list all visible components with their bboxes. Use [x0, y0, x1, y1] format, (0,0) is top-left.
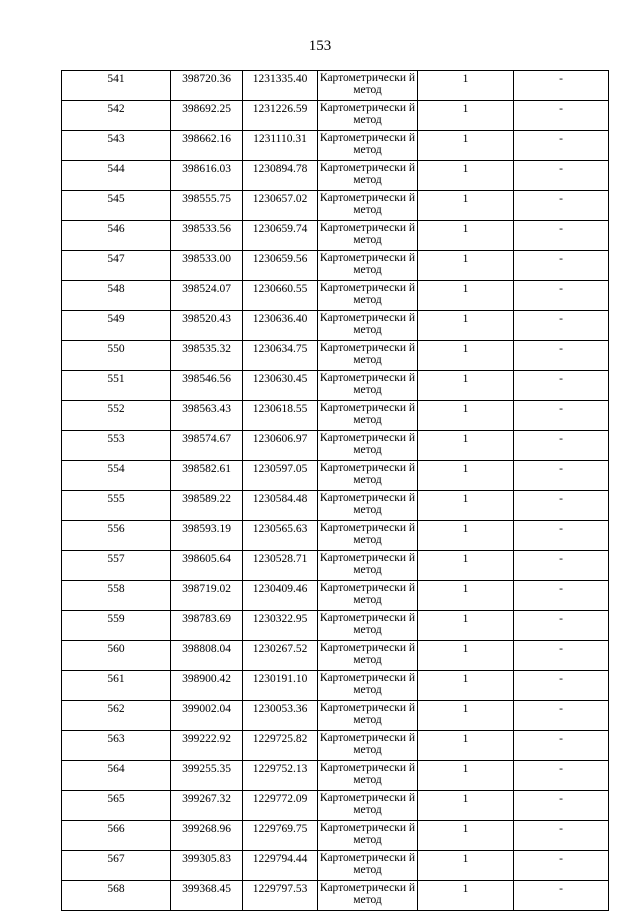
method-cell: Картометрически й метод [318, 101, 418, 131]
y-coordinate-cell: 1230606.97 [243, 431, 318, 461]
method-cell: Картометрически й метод [318, 791, 418, 821]
accuracy-cell: 1 [418, 761, 514, 791]
note-cell: - [514, 161, 609, 191]
method-cell: Картометрически й метод [318, 851, 418, 881]
note-cell: - [514, 611, 609, 641]
table-row [62, 641, 609, 671]
note-cell: - [514, 401, 609, 431]
x-coordinate-cell: 398616.03 [171, 161, 243, 191]
accuracy-cell: 1 [418, 401, 514, 431]
point-number-cell: 546 [62, 221, 171, 251]
table-row [62, 371, 609, 401]
note-cell: - [514, 821, 609, 851]
y-coordinate-cell: 1230565.63 [243, 521, 318, 551]
coordinates-table-body [62, 71, 609, 911]
table-row [62, 191, 609, 221]
x-coordinate-cell: 398524.07 [171, 281, 243, 311]
accuracy-cell: 1 [418, 341, 514, 371]
accuracy-cell: 1 [418, 551, 514, 581]
accuracy-cell: 1 [418, 491, 514, 521]
x-coordinate-cell: 398533.00 [171, 251, 243, 281]
accuracy-cell: 1 [418, 281, 514, 311]
point-number-cell: 543 [62, 131, 171, 161]
table-row [62, 731, 609, 761]
x-coordinate-cell: 399268.96 [171, 821, 243, 851]
point-number-cell: 567 [62, 851, 171, 881]
method-cell: Картометрически й метод [318, 731, 418, 761]
table-row [62, 341, 609, 371]
accuracy-cell: 1 [418, 701, 514, 731]
note-cell: - [514, 371, 609, 401]
method-cell: Картометрически й метод [318, 881, 418, 911]
y-coordinate-cell: 1230657.02 [243, 191, 318, 221]
y-coordinate-cell: 1230659.74 [243, 221, 318, 251]
table-row [62, 131, 609, 161]
accuracy-cell: 1 [418, 461, 514, 491]
note-cell: - [514, 251, 609, 281]
method-cell: Картометрически й метод [318, 371, 418, 401]
table-row [62, 431, 609, 461]
table-row [62, 491, 609, 521]
note-cell: - [514, 491, 609, 521]
accuracy-cell: 1 [418, 731, 514, 761]
table-row [62, 521, 609, 551]
point-number-cell: 553 [62, 431, 171, 461]
accuracy-cell: 1 [418, 131, 514, 161]
accuracy-cell: 1 [418, 881, 514, 911]
point-number-cell: 547 [62, 251, 171, 281]
point-number-cell: 549 [62, 311, 171, 341]
note-cell: - [514, 671, 609, 701]
point-number-cell: 565 [62, 791, 171, 821]
y-coordinate-cell: 1229725.82 [243, 731, 318, 761]
point-number-cell: 560 [62, 641, 171, 671]
y-coordinate-cell: 1230191.10 [243, 671, 318, 701]
x-coordinate-cell: 398808.04 [171, 641, 243, 671]
note-cell: - [514, 731, 609, 761]
note-cell: - [514, 431, 609, 461]
y-coordinate-cell: 1230630.45 [243, 371, 318, 401]
y-coordinate-cell: 1230618.55 [243, 401, 318, 431]
y-coordinate-cell: 1231226.59 [243, 101, 318, 131]
x-coordinate-cell: 398783.69 [171, 611, 243, 641]
x-coordinate-cell: 398546.56 [171, 371, 243, 401]
method-cell: Картометрически й метод [318, 581, 418, 611]
point-number-cell: 544 [62, 161, 171, 191]
point-number-cell: 555 [62, 491, 171, 521]
x-coordinate-cell: 398900.42 [171, 671, 243, 701]
accuracy-cell: 1 [418, 311, 514, 341]
point-number-cell: 542 [62, 101, 171, 131]
accuracy-cell: 1 [418, 611, 514, 641]
table-row [62, 851, 609, 881]
method-cell: Картометрически й метод [318, 161, 418, 191]
accuracy-cell: 1 [418, 581, 514, 611]
method-cell: Картометрически й метод [318, 71, 418, 101]
note-cell: - [514, 191, 609, 221]
accuracy-cell: 1 [418, 431, 514, 461]
accuracy-cell: 1 [418, 221, 514, 251]
method-cell: Картометрически й метод [318, 671, 418, 701]
method-cell: Картометрически й метод [318, 341, 418, 371]
note-cell: - [514, 461, 609, 491]
x-coordinate-cell: 398535.32 [171, 341, 243, 371]
x-coordinate-cell: 398582.61 [171, 461, 243, 491]
note-cell: - [514, 281, 609, 311]
point-number-cell: 562 [62, 701, 171, 731]
x-coordinate-cell: 398720.36 [171, 71, 243, 101]
table-row [62, 461, 609, 491]
method-cell: Картометрически й метод [318, 521, 418, 551]
accuracy-cell: 1 [418, 791, 514, 821]
point-number-cell: 559 [62, 611, 171, 641]
accuracy-cell: 1 [418, 371, 514, 401]
y-coordinate-cell: 1230659.56 [243, 251, 318, 281]
accuracy-cell: 1 [418, 521, 514, 551]
y-coordinate-cell: 1230322.95 [243, 611, 318, 641]
method-cell: Картометрически й метод [318, 491, 418, 521]
x-coordinate-cell: 398605.64 [171, 551, 243, 581]
note-cell: - [514, 311, 609, 341]
table-row [62, 281, 609, 311]
y-coordinate-cell: 1229772.09 [243, 791, 318, 821]
note-cell: - [514, 221, 609, 251]
x-coordinate-cell: 398533.56 [171, 221, 243, 251]
x-coordinate-cell: 398589.22 [171, 491, 243, 521]
method-cell: Картометрически й метод [318, 221, 418, 251]
accuracy-cell: 1 [418, 101, 514, 131]
x-coordinate-cell: 399222.92 [171, 731, 243, 761]
y-coordinate-cell: 1230660.55 [243, 281, 318, 311]
table-row [62, 761, 609, 791]
note-cell: - [514, 71, 609, 101]
method-cell: Картометрически й метод [318, 131, 418, 161]
x-coordinate-cell: 398593.19 [171, 521, 243, 551]
point-number-cell: 551 [62, 371, 171, 401]
x-coordinate-cell: 399267.32 [171, 791, 243, 821]
table-row [62, 821, 609, 851]
method-cell: Картометрически й метод [318, 761, 418, 791]
x-coordinate-cell: 398662.16 [171, 131, 243, 161]
x-coordinate-cell: 399368.45 [171, 881, 243, 911]
page-number: 153 [308, 38, 332, 54]
y-coordinate-cell: 1229752.13 [243, 761, 318, 791]
point-number-cell: 557 [62, 551, 171, 581]
table-row [62, 551, 609, 581]
point-number-cell: 541 [62, 71, 171, 101]
point-number-cell: 566 [62, 821, 171, 851]
y-coordinate-cell: 1230597.05 [243, 461, 318, 491]
note-cell: - [514, 551, 609, 581]
method-cell: Картометрически й метод [318, 821, 418, 851]
x-coordinate-cell: 398574.67 [171, 431, 243, 461]
y-coordinate-cell: 1229794.44 [243, 851, 318, 881]
accuracy-cell: 1 [418, 641, 514, 671]
note-cell: - [514, 101, 609, 131]
y-coordinate-cell: 1231335.40 [243, 71, 318, 101]
accuracy-cell: 1 [418, 851, 514, 881]
point-number-cell: 550 [62, 341, 171, 371]
note-cell: - [514, 581, 609, 611]
y-coordinate-cell: 1230584.48 [243, 491, 318, 521]
point-number-cell: 548 [62, 281, 171, 311]
method-cell: Картометрически й метод [318, 191, 418, 221]
coordinates-table [61, 70, 609, 911]
x-coordinate-cell: 399002.04 [171, 701, 243, 731]
y-coordinate-cell: 1229797.53 [243, 881, 318, 911]
y-coordinate-cell: 1230634.75 [243, 341, 318, 371]
note-cell: - [514, 131, 609, 161]
point-number-cell: 563 [62, 731, 171, 761]
table-row [62, 791, 609, 821]
x-coordinate-cell: 398520.43 [171, 311, 243, 341]
method-cell: Картометрически й метод [318, 551, 418, 581]
point-number-cell: 554 [62, 461, 171, 491]
note-cell: - [514, 341, 609, 371]
accuracy-cell: 1 [418, 71, 514, 101]
table-row [62, 881, 609, 911]
point-number-cell: 545 [62, 191, 171, 221]
method-cell: Картометрически й метод [318, 611, 418, 641]
accuracy-cell: 1 [418, 821, 514, 851]
table-row [62, 101, 609, 131]
table-row [62, 581, 609, 611]
y-coordinate-cell: 1231110.31 [243, 131, 318, 161]
x-coordinate-cell: 398719.02 [171, 581, 243, 611]
point-number-cell: 552 [62, 401, 171, 431]
point-number-cell: 558 [62, 581, 171, 611]
method-cell: Картометрически й метод [318, 251, 418, 281]
accuracy-cell: 1 [418, 191, 514, 221]
table-row [62, 71, 609, 101]
note-cell: - [514, 521, 609, 551]
table-row [62, 701, 609, 731]
y-coordinate-cell: 1230528.71 [243, 551, 318, 581]
table-row [62, 401, 609, 431]
table-row [62, 611, 609, 641]
y-coordinate-cell: 1230409.46 [243, 581, 318, 611]
y-coordinate-cell: 1230894.78 [243, 161, 318, 191]
note-cell: - [514, 851, 609, 881]
x-coordinate-cell: 399305.83 [171, 851, 243, 881]
method-cell: Картометрически й метод [318, 431, 418, 461]
point-number-cell: 556 [62, 521, 171, 551]
y-coordinate-cell: 1230636.40 [243, 311, 318, 341]
point-number-cell: 568 [62, 881, 171, 911]
accuracy-cell: 1 [418, 671, 514, 701]
x-coordinate-cell: 398563.43 [171, 401, 243, 431]
note-cell: - [514, 641, 609, 671]
x-coordinate-cell: 398555.75 [171, 191, 243, 221]
method-cell: Картометрически й метод [318, 311, 418, 341]
accuracy-cell: 1 [418, 161, 514, 191]
accuracy-cell: 1 [418, 251, 514, 281]
y-coordinate-cell: 1230267.52 [243, 641, 318, 671]
note-cell: - [514, 881, 609, 911]
x-coordinate-cell: 398692.25 [171, 101, 243, 131]
note-cell: - [514, 761, 609, 791]
table-row [62, 221, 609, 251]
method-cell: Картометрически й метод [318, 461, 418, 491]
table-row [62, 161, 609, 191]
y-coordinate-cell: 1230053.36 [243, 701, 318, 731]
y-coordinate-cell: 1229769.75 [243, 821, 318, 851]
method-cell: Картометрически й метод [318, 701, 418, 731]
point-number-cell: 564 [62, 761, 171, 791]
point-number-cell: 561 [62, 671, 171, 701]
table-row [62, 311, 609, 341]
method-cell: Картометрически й метод [318, 401, 418, 431]
table-row [62, 251, 609, 281]
table-row [62, 671, 609, 701]
method-cell: Картометрически й метод [318, 281, 418, 311]
x-coordinate-cell: 399255.35 [171, 761, 243, 791]
note-cell: - [514, 791, 609, 821]
note-cell: - [514, 701, 609, 731]
method-cell: Картометрически й метод [318, 641, 418, 671]
